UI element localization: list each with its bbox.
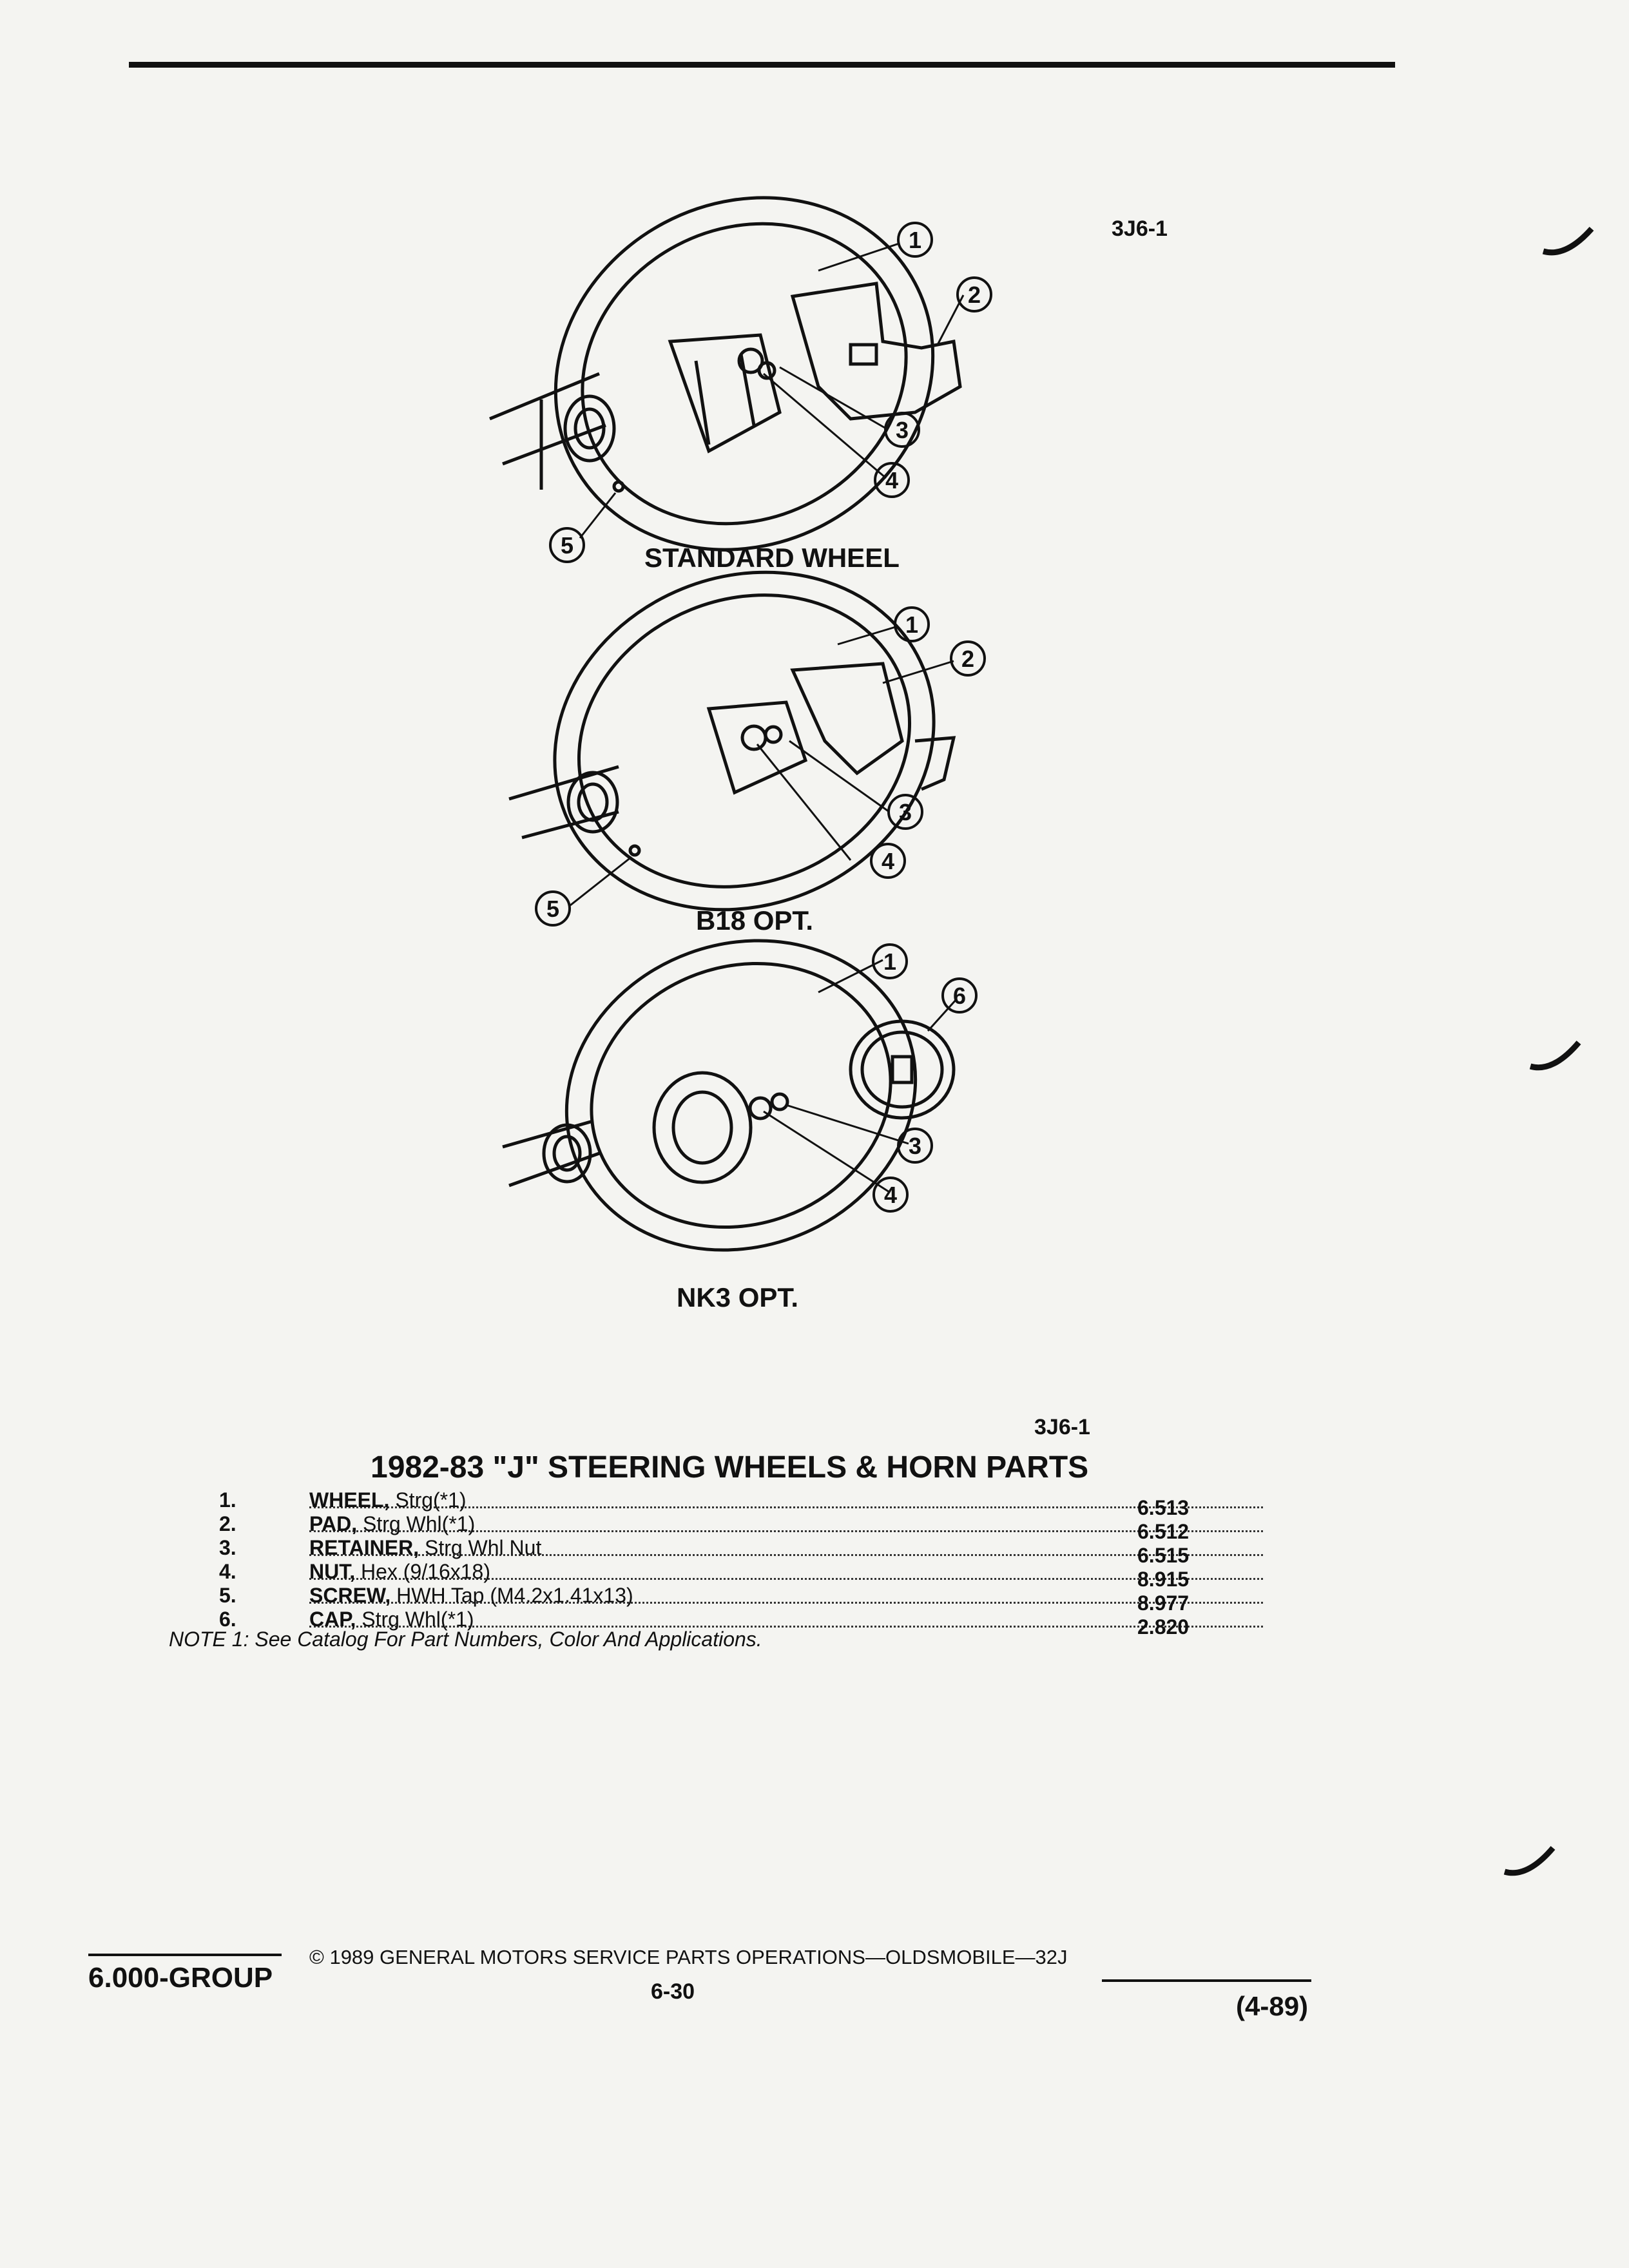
standard-wheel-caption: STANDARD WHEEL <box>644 543 900 573</box>
item-description: Strg(*1) <box>395 1488 467 1512</box>
item-number: 4. <box>219 1560 236 1583</box>
callout-number: 1 <box>905 611 919 638</box>
list-item <box>203 1512 1234 1543</box>
item-description: Strg Whl(*1) <box>361 1608 474 1631</box>
callout-number: 3 <box>895 417 909 443</box>
callout-number: 3 <box>898 799 912 825</box>
footer-rule <box>1102 1979 1311 1982</box>
binder-mark <box>1540 226 1598 277</box>
callout-number: 1 <box>883 948 897 975</box>
callout-number: 1 <box>908 227 922 253</box>
item-description: Strg Whl(*1) <box>362 1512 476 1535</box>
figure-reference: 3J6-1 <box>1112 216 1168 241</box>
list-item <box>203 1584 1234 1615</box>
callout-number: 3 <box>908 1133 922 1159</box>
item-number: 1. <box>219 1488 236 1512</box>
item-name: WHEEL, <box>309 1488 390 1512</box>
callout-number: 2 <box>961 646 975 672</box>
nk3-caption: NK3 OPT. <box>677 1282 799 1312</box>
item-description: Strg Whl Nut <box>424 1536 542 1559</box>
item-code: 6.513 <box>1137 1496 1190 1519</box>
b18-caption: B18 OPT. <box>696 905 814 936</box>
list-item <box>203 1560 1234 1591</box>
callout-number: 2 <box>967 282 981 308</box>
item-number: 3. <box>219 1536 236 1559</box>
item-number: 6. <box>219 1608 236 1631</box>
callout-number: 6 <box>952 983 967 1009</box>
callout-number: 4 <box>883 1182 898 1208</box>
b18-wheel-illustration <box>503 516 985 966</box>
item-code: 8.915 <box>1137 1568 1190 1591</box>
item-description: Hex (9/16x18) <box>361 1560 490 1583</box>
item-name: PAD, <box>309 1512 358 1535</box>
callout-number: 5 <box>546 896 560 922</box>
binder-mark <box>1527 1037 1585 1089</box>
item-name: RETAINER, <box>309 1536 419 1559</box>
list-item <box>203 1536 1234 1567</box>
page-number: 6-30 <box>651 1979 695 2004</box>
list-item <box>203 1488 1234 1519</box>
copyright-line: © 1989 GENERAL MOTORS SERVICE PARTS OPERATIONS—OLDSMOBILE—32J <box>309 1946 1068 1968</box>
item-number: 5. <box>219 1584 236 1607</box>
revision-date: (4-89) <box>1236 1991 1309 2021</box>
item-code: 6.515 <box>1137 1544 1190 1567</box>
table-figure-reference: 3J6-1 <box>1034 1415 1090 1439</box>
item-description: HWH Tap (M4.2x1.41x13) <box>396 1584 633 1607</box>
item-number: 2. <box>219 1512 236 1535</box>
parts-title: 1982-83 "J" STEERING WHEELS & HORN PARTS <box>371 1450 1089 1485</box>
catalog-note: NOTE 1: See Catalog For Part Numbers, Color And Applications. <box>169 1628 762 1651</box>
item-name: NUT, <box>309 1560 356 1583</box>
footer-rule <box>88 1954 282 1956</box>
item-name: SCREW, <box>309 1584 391 1607</box>
group-number: 6.000-GROUP <box>88 1962 273 1994</box>
item-code: 2.820 <box>1137 1615 1190 1639</box>
callout-number: 4 <box>885 467 899 494</box>
item-code: 8.977 <box>1137 1591 1190 1615</box>
parts-list <box>203 1488 1234 1639</box>
callout-number: 5 <box>560 532 574 559</box>
item-code: 6.512 <box>1137 1520 1190 1543</box>
binder-mark <box>1501 1843 1559 1894</box>
callout-number: 4 <box>881 848 895 874</box>
item-name: CAP, <box>309 1608 356 1631</box>
